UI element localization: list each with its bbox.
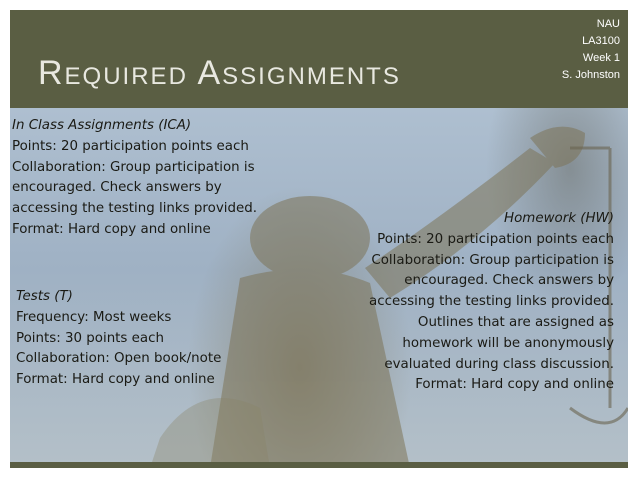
tests-line: Collaboration: Open book/note <box>16 351 222 367</box>
homework-section <box>369 209 614 396</box>
ica-line: Points: 20 participation points each <box>12 138 249 154</box>
footer-strip <box>10 462 628 468</box>
course-info-instructor: S. Johnston <box>561 69 620 81</box>
homework-line: accessing the testing links provided. <box>369 294 614 310</box>
slide-header <box>10 10 628 108</box>
slide-title: Required Assignments <box>38 54 401 92</box>
homework-line: evaluated during class discussion. <box>384 356 614 372</box>
tests-line: Points: 30 points each <box>16 330 164 346</box>
course-info-week: Week 1 <box>582 52 620 64</box>
ica-line: Format: Hard copy and online <box>12 221 211 237</box>
homework-line: Points: 20 participation points each <box>377 231 614 247</box>
ica-line: encouraged. Check answers by <box>12 180 222 196</box>
homework-heading: Homework (HW) <box>504 211 614 226</box>
homework-line: homework will be anonymously <box>402 335 614 351</box>
homework-line: Format: Hard copy and online <box>415 377 614 393</box>
tests-heading: Tests (T) <box>16 289 73 304</box>
slide-body <box>10 108 628 468</box>
ica-line: Collaboration: Group participation is <box>12 159 255 175</box>
ica-line: accessing the testing links provided. <box>12 201 257 217</box>
course-info-course: LA3100 <box>582 35 620 47</box>
tests-line: Frequency: Most weeks <box>16 309 172 325</box>
homework-line: Outlines that are assigned as <box>417 314 614 330</box>
tests-line: Format: Hard copy and online <box>16 372 215 388</box>
slide <box>10 10 628 468</box>
course-info <box>562 16 620 84</box>
in-class-assignments-section <box>12 116 257 241</box>
homework-line: encouraged. Check answers by <box>404 273 614 289</box>
course-info-school: NAU <box>596 18 620 30</box>
homework-line: Collaboration: Group participation is <box>371 252 614 268</box>
ica-heading: In Class Assignments (ICA) <box>12 118 192 133</box>
tests-section <box>16 287 221 391</box>
